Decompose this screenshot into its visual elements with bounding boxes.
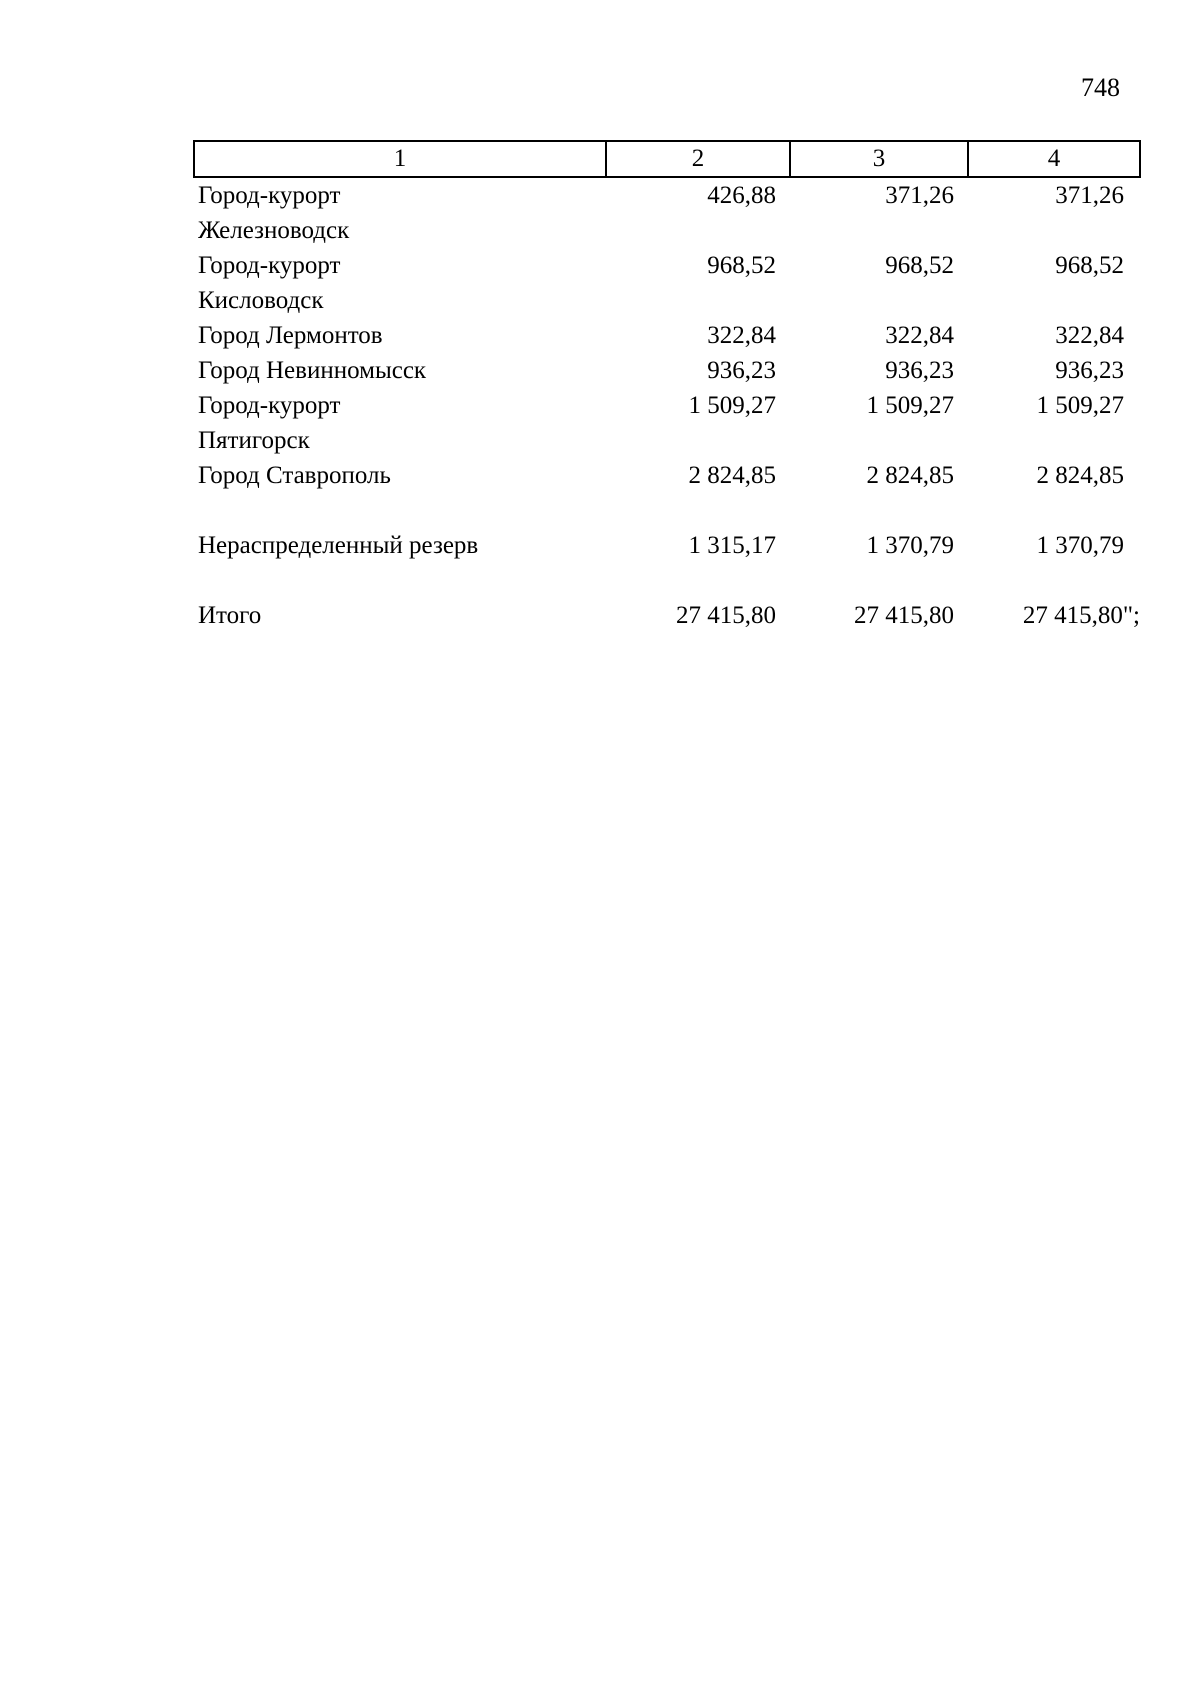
row-value-col4: 1 509,27 bbox=[1036, 392, 1124, 419]
row-value-col2: 322,84 bbox=[707, 322, 776, 349]
spacer-cell bbox=[194, 563, 1140, 598]
row-value-col3: 936,23 bbox=[885, 357, 954, 384]
spacer-row bbox=[194, 563, 1140, 598]
row-value-col2: 936,23 bbox=[707, 357, 776, 384]
row-label: Город Лермонтов bbox=[198, 322, 383, 349]
total-label: Итого bbox=[198, 602, 262, 629]
total-value-col4: 27 415,80"; bbox=[1022, 602, 1140, 629]
row-value-col4: 936,23 bbox=[1055, 357, 1124, 384]
column-header-4: 4 bbox=[968, 141, 1140, 177]
reserve-row bbox=[194, 528, 1140, 563]
row-label: Город-курорт Пятигорск bbox=[198, 392, 341, 454]
column-header-3: 3 bbox=[790, 141, 968, 177]
reserve-value-col4: 1 370,79 bbox=[1036, 532, 1124, 559]
page-number: 748 bbox=[1081, 73, 1120, 102]
row-label: Город-курорт Кисловодск bbox=[198, 252, 341, 314]
reserve-value-col3: 1 370,79 bbox=[866, 532, 954, 559]
budget-table bbox=[193, 140, 1139, 633]
row-label: Город Невинномысск bbox=[198, 357, 427, 384]
total-value-col2: 27 415,80 bbox=[676, 602, 776, 629]
row-value-col4: 322,84 bbox=[1055, 322, 1124, 349]
spacer-row bbox=[194, 493, 1140, 528]
row-value-col3: 322,84 bbox=[885, 322, 954, 349]
row-value-col3: 371,26 bbox=[885, 182, 954, 209]
header-row bbox=[194, 141, 1140, 177]
reserve-value-col2: 1 315,17 bbox=[688, 532, 776, 559]
row-value-col3: 968,52 bbox=[885, 252, 954, 279]
row-value-col2: 968,52 bbox=[707, 252, 776, 279]
row-value-col4: 968,52 bbox=[1055, 252, 1124, 279]
row-value-col4: 2 824,85 bbox=[1036, 462, 1124, 489]
row-value-col4: 371,26 bbox=[1055, 182, 1124, 209]
total-value-col3: 27 415,80 bbox=[854, 602, 954, 629]
table-row bbox=[194, 388, 1140, 458]
row-value-col3: 2 824,85 bbox=[866, 462, 954, 489]
row-label: Город Ставрополь bbox=[198, 462, 391, 489]
table-row bbox=[194, 353, 1140, 388]
row-value-col2: 1 509,27 bbox=[688, 392, 776, 419]
allocation-table bbox=[193, 140, 1141, 633]
column-header-1: 1 bbox=[194, 141, 606, 177]
row-value-col2: 2 824,85 bbox=[688, 462, 776, 489]
spacer-cell bbox=[194, 493, 1140, 528]
column-header-2: 2 bbox=[606, 141, 790, 177]
row-value-col3: 1 509,27 bbox=[866, 392, 954, 419]
table-row bbox=[194, 248, 1140, 318]
row-label: Город-курорт Железноводск bbox=[198, 182, 350, 244]
table-row bbox=[194, 177, 1140, 248]
reserve-label: Нераспределенный резерв bbox=[198, 532, 479, 559]
table-row bbox=[194, 458, 1140, 493]
total-row bbox=[194, 598, 1140, 633]
table-row bbox=[194, 318, 1140, 353]
row-value-col2: 426,88 bbox=[707, 182, 776, 209]
